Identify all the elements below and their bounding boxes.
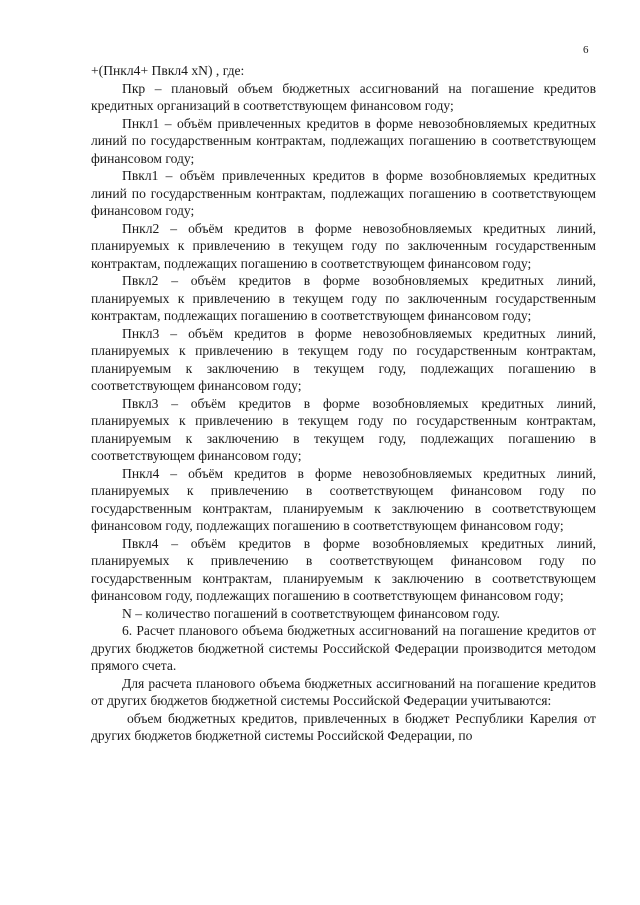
pnkl3-definition-paragraph: Пнкл3 – объём кредитов в форме невозобновляемых кредитных линий, планируемых к привлечению в текущем году по государственным контрактам, планируемым к заключению в текущем году, подлежащих погашению в соответствующем финансовом году; (91, 325, 596, 393)
pvkl1-definition-paragraph: Пвкл1 – объём привлеченных кредитов в форме возобновляемых кредитных линий по государственным контрактам, подлежащих погашению в соответствующем финансовом году; (91, 168, 596, 218)
calc-intro-paragraph: Для расчета планового объема бюджетных ассигнований на погашение кредитов от других бюджетов бюджетной системы Российской Федерации учитываются: (91, 675, 596, 708)
pvkl2-definition-paragraph: Пвкл2 – объём кредитов в форме возобновляемых кредитных линий, планируемых к привлечению в текущем году по заключенным государственным контрактам, подлежащих погашению в соответствующем финансовом году; (91, 273, 596, 323)
page-number: 6 (583, 44, 589, 56)
pnkl2-definition-paragraph: Пнкл2 – объём кредитов в форме невозобновляемых кредитных линий, планируемых к привлечению в текущем году по заключенным государственным контрактам, подлежащих погашению в соответствующем финансовом году; (91, 220, 596, 271)
pvkl3-definition-paragraph: Пвкл3 – объём кредитов в форме возобновляемых кредитных линий, планируемых к привлечению в текущем году по государственным контрактам, планируемым к заключению в текущем году, подлежащих погашению в соответствующем финансовом году; (91, 395, 596, 463)
pnkl1-definition-paragraph: Пнкл1 – объём привлеченных кредитов в форме невозобновляемых кредитных линий по государственным контрактам, подлежащих погашению в соответствующем финансовом году; (91, 115, 596, 166)
item-6-paragraph: 6. Расчет планового объема бюджетных ассигнований на погашение кредитов от других бюджетов бюджетной системы Российской Федерации производится методом прямого счета. (91, 623, 596, 673)
pnkl4-definition-paragraph: Пнкл4 – объём кредитов в форме невозобновляемых кредитных линий, планируемых к привлечению в соответствующем финансовом году по государственным контрактам, планируемым к заключению в соответствующем финансовом году, подлежащих погашению в соответствующем финансовом году; (91, 465, 596, 533)
formula-tail-paragraph: +(Пнкл4+ Пвкл4 xN) , где: (91, 63, 245, 78)
pkr-definition-paragraph: Пкр – плановый объем бюджетных ассигнований на погашение кредитов кредитных организаций в соответствующем финансовом году; (91, 80, 596, 113)
pvkl4-definition-paragraph: Пвкл4 – объём кредитов в форме возобновляемых кредитных линий, планируемых к привлечению в соответствующем финансовом году по государственным контрактам, планируемым к заключению в соответствующем финансовом году, подлежащих погашению в соответствующем финансовом году; (91, 535, 596, 603)
budget-credits-paragraph: объем бюджетных кредитов, привлеченных в бюджет Республики Карелия от других бюджетов бюджетной системы Российской Федерации, по (91, 710, 596, 743)
n-definition-paragraph: N – количество погашений в соответствующем финансовом году. (122, 605, 500, 621)
document-body (91, 62, 596, 745)
